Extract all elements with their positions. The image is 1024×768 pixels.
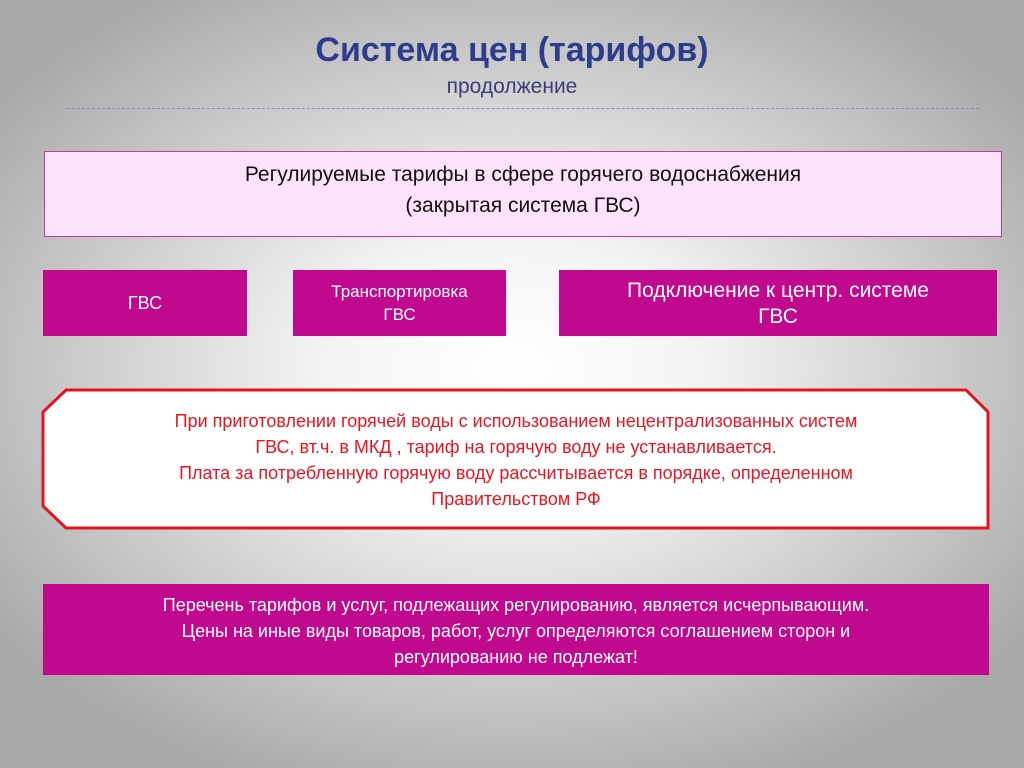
notice-line2: ГВС, вт.ч. в МКД , тариф на горячую воду не устанавливается. xyxy=(255,437,777,457)
tile-transport-line2: ГВС xyxy=(383,305,416,324)
regulated-tariffs-line1: Регулируемые тарифы в сфере горячего водоснабжения xyxy=(244,163,802,186)
regulated-tariffs-box xyxy=(44,151,1002,237)
notice-line3: Плата за потребленную горячую воду рассчитывается в порядке, определенном xyxy=(179,463,853,483)
tile-transport-gvs xyxy=(293,270,506,336)
tile-gvs-label: ГВС xyxy=(127,293,163,313)
exhaustive-list-note xyxy=(43,584,989,675)
tile-connection-line1: Подключение к центр. системе xyxy=(627,279,929,302)
notice-text xyxy=(61,408,971,512)
regulated-tariffs-line2: (закрытая система ГВС) xyxy=(405,194,641,217)
tile-connection-gvs xyxy=(559,270,997,336)
notice-box xyxy=(41,388,991,530)
title-divider xyxy=(67,108,979,109)
notice-line4: Правительством РФ xyxy=(431,489,601,509)
note-line3: регулированию не подлежат! xyxy=(394,647,638,667)
note-line2: Цены на иные виды товаров, работ, услуг определяются соглашением сторон и xyxy=(181,621,851,641)
tile-transport-line1: Транспортировка xyxy=(331,282,468,301)
tile-connection-line2: ГВС xyxy=(758,305,798,328)
slide-title: Система цен (тарифов) xyxy=(315,31,709,69)
note-line1: Перечень тарифов и услуг, подлежащих регулированию, является исчерпывающим. xyxy=(162,595,870,615)
tile-gvs xyxy=(43,270,247,336)
slide-subtitle: продолжение xyxy=(446,75,578,98)
notice-line1: При приготовлении горячей воды с использованием нецентрализованных систем xyxy=(174,411,858,431)
